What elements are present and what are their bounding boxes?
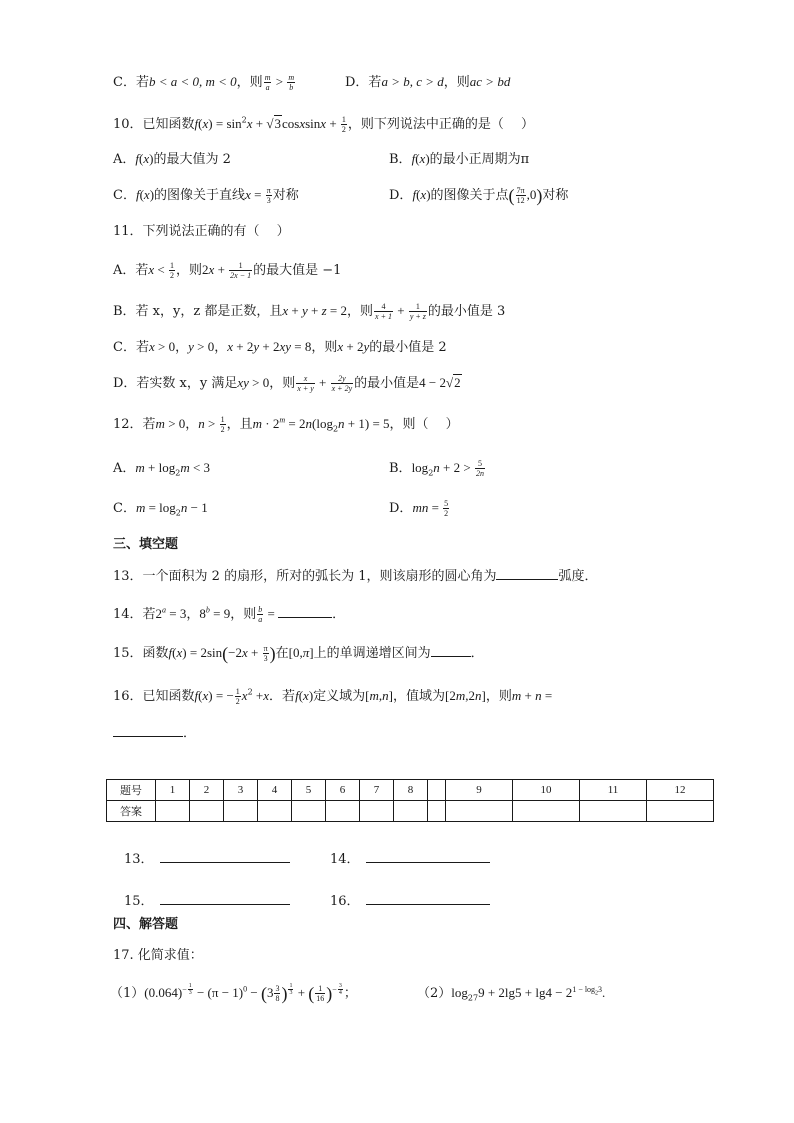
answer-table-header-row: 题号 1 2 3 4 5 6 7 8 9 10 11 12 — [107, 780, 714, 801]
answer-cell[interactable] — [360, 801, 394, 822]
answer-cell[interactable] — [156, 801, 190, 822]
q10-option-c: C．f(x)的图像关于直线x = $\frac{\pi}{3}$ 对称 — [113, 186, 299, 205]
answer-table-answer-row — [107, 801, 714, 822]
q16-answer-line: ． — [113, 722, 196, 744]
section-solve-title: 四、解答题 — [113, 917, 179, 932]
q11-option-c: C．若x > 0，y > 0，x + 2y + 2xy = 8，则x + 2y的最小值是 2 — [113, 339, 447, 355]
answer-cell[interactable] — [446, 801, 513, 822]
answer-cell[interactable] — [258, 801, 292, 822]
answer-cell[interactable] — [428, 801, 446, 822]
q16: 16．已知函数f(x) = − $\frac{1}{2}$ $x^2 +x$．若f(x)定义域为[m,n]，值域为[2m,2n]，则m + n = — [113, 687, 553, 706]
q14: 14．若$2^a = 3$，$8^b = 9$，则 $\frac{b}{a}$ = ． — [113, 605, 346, 624]
answer-cell[interactable] — [292, 801, 326, 822]
answer-label: 答案 — [107, 801, 156, 822]
q10-stem: 10．已知函数$f(x) = \sin^2x$ + √3cosxsinx + $\frac{1}{2}$ ，则下列说法中正确的是（ ） — [113, 115, 535, 134]
q12-option-b: B．$\log_2n + 2$ > $\frac{5}{2n}$ — [389, 459, 484, 478]
q10-option-b: B．f(x)的最小正周期为π — [389, 151, 530, 167]
answer-cell[interactable] — [224, 801, 258, 822]
q11-stem: 11．下列说法正确的有（ ） — [113, 224, 290, 239]
answer-cell[interactable] — [513, 801, 580, 822]
answer-cell[interactable] — [326, 801, 360, 822]
q17-part1: $(1)(0.064)^{- \frac{1}{3}}$ − $(\pi - 1)^0 - (3$ $\frac{3}{8}$ ) $^{\frac{1}{3}}$ + ( $\frac{1}{16}$ )$^{- \frac{3}{4}}$ ； — [110, 983, 357, 1004]
fill-blank-16[interactable]: 16． — [330, 890, 490, 909]
q12-option-d: D．mn = $\frac{5}{2}$ — [389, 499, 449, 518]
fill-blank-13[interactable]: 13． — [124, 848, 290, 867]
answer-cell[interactable] — [394, 801, 428, 822]
q17-stem: 17. 化简求值： — [113, 948, 203, 963]
q13: 13．一个面积为 2 的扇形，所对的弧长为 1，则该扇形的圆心角为 弧度． — [113, 565, 598, 587]
q9-option-c: C．若b < a < 0, m < 0，则 $\frac{m}{a}$ > $\frac{m}{b}$ — [113, 73, 295, 92]
fill-blank-14[interactable]: 14． — [330, 848, 490, 867]
answer-table — [106, 779, 714, 822]
answer-cell[interactable] — [190, 801, 224, 822]
answer-cell[interactable] — [580, 801, 647, 822]
q11-option-a: A．若x < $\frac{1}{2}$ ，则2x + $\frac{1}{2x - 1}$ 的最大值是 −1 — [113, 261, 342, 280]
section-fill-title: 三、填空题 — [113, 537, 179, 552]
q9-option-d: D．若a > b, c > d，则ac > bd — [345, 74, 511, 90]
q10-option-d: D．f(x)的图像关于点( $\frac{7\pi}{12}$ ,0)对称 — [389, 185, 569, 206]
q12-option-a: A．$m + \log_2m < 3$ — [113, 460, 211, 478]
fill-blank-15[interactable]: 15． — [124, 890, 290, 909]
q17-part2: $(2)\log_{27}9 + 2\lg 5 + \lg 4 - 2^{1 - log_23}$. — [417, 984, 606, 1003]
q12-option-c: C．$m = \log_2n - 1$ — [113, 500, 208, 518]
q12-stem: 12．若m > 0，n > $\frac{1}{2}$ ，且$m \cdot 2^m = 2n(\log_2n + 1) = 5$，则（ ） — [113, 415, 459, 434]
answer-cell[interactable] — [647, 801, 714, 822]
q11-option-d: D．若实数 x，y 满足xy > 0，则 $\frac{x}{x + y}$ + $\frac{2y}{x + 2y}$ 的最小值是4 − 2√2 — [113, 374, 461, 393]
header-label: 题号 — [107, 780, 156, 801]
q11-option-b: B．若 x，y，z 都是正数，且x + y + z = 2，则 $\frac{4}{x + 1}$ + $\frac{1}{y + z}$ 的最小值是 3 — [113, 302, 506, 321]
q15: 15．函数f(x) = 2sin(−2x + $\frac{\pi}{3}$ )在[0,π]上的单调递增区间为 ． — [113, 643, 484, 664]
q10-option-a: A．f(x)的最大值为 2 — [113, 151, 231, 167]
